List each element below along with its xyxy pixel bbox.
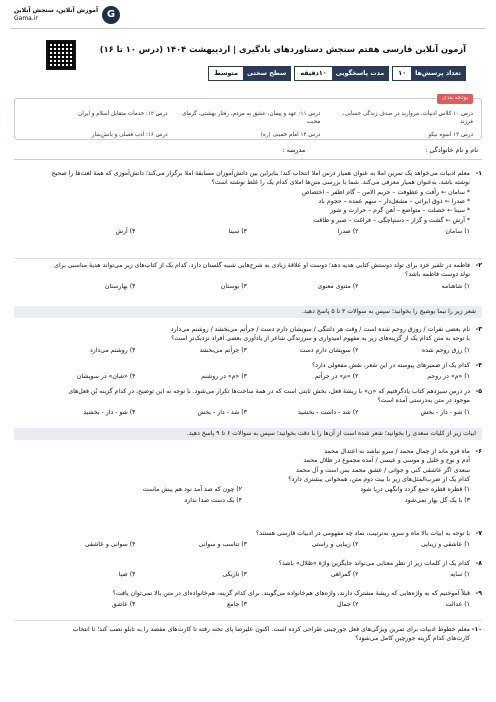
options: [14, 571, 470, 579]
option[interactable]: ۳) جرأتم می‌بخشد: [199, 346, 247, 354]
brand-logo[interactable]: [14, 6, 120, 24]
option[interactable]: ۲) «م» در جرأتم: [314, 373, 359, 381]
options: [14, 283, 470, 291]
question-text: * آرش ← گشت و گزار – دستپاچگی – فراغت – صبر و طاقت: [313, 216, 470, 224]
option[interactable]: ۱) قطره قطره جمع گردد وانگهی دریا شود: [360, 486, 470, 494]
question-text: نام بعضی نفرات / روزق روحم شده است / وقت هر دلتنگی / سویشان دارم دست / جرأتم می‌بخشد / روشنم می‌دارد: [170, 326, 470, 333]
scope-item: درس ۱۳ اسوه نیکو: [428, 132, 473, 139]
options: [14, 228, 470, 236]
question-text: * سینا ← خصلت – متواضع – آهن گرم – حرارت و شور: [330, 207, 470, 215]
question-text: * سامان ← رأفت و عطوفت – حریم الامن – گام اظفر – اختصاص: [301, 188, 470, 196]
question-10: [14, 626, 482, 645]
brand-text: [14, 7, 98, 23]
option[interactable]: ۱) «م» در روحم: [427, 373, 470, 381]
option[interactable]: ۴) «شان» در سویشان: [76, 373, 136, 381]
question-number: ۵-: [475, 388, 482, 395]
exam-title: آزمون آنلاین فارسی هفتم سنجش دستاوردهای یادگیری | اردیبهشت ۱۴۰۴ (درس ۱۰ تا ۱۶): [99, 44, 466, 54]
poem-line: ماه فرو ماند از جمال محمد / سرو نباشد به اعتدال محمد: [324, 448, 470, 455]
instruction-band: شعر زیر را نیما بوشیج را بخوانید؛ سپس به سوالات ۳ تا ۵ پاسخ دهید.: [14, 306, 482, 318]
option[interactable]: ۲) گمراهی: [330, 571, 359, 579]
question-text: معلم ادبیات می‌خواهد یک تمرین املا به عنوان همیار درس املا انتخاب کند؛ بنابراین بین دانش‌آموزان مسابقهٔ املا برگزار می‌کند؛ دانش‌آموزی که همهٔ لغت‌ها را صحیح: [51, 170, 470, 177]
question-8: [14, 560, 482, 580]
scope-item: درس ۱۲: خدمات متقابل اسلام و ایران: [78, 111, 168, 117]
question-3: [14, 326, 482, 355]
divider: [14, 258, 482, 259]
options: [14, 347, 470, 355]
question-number: ۷-: [475, 530, 482, 537]
option[interactable]: ۴) روشنم می‌دارد: [89, 346, 136, 354]
question-text: تولد دوست فاطمه باشد؟: [405, 271, 470, 279]
option[interactable]: ۲) زیبایی و راستی: [311, 541, 359, 549]
brand-domain: Gama.ir: [14, 15, 38, 22]
option[interactable]: ۲) چون که صد آمد نود هم پیش ماست: [142, 486, 242, 494]
scope-item: درس ۱۰ کلاس ادبیات، مروارید در صدف زندگی حسابی، فرزند: [342, 111, 473, 125]
question-number: ۹-: [475, 590, 482, 597]
option[interactable]: ۴) آرش: [115, 228, 136, 236]
question-number: ۸-: [475, 560, 482, 567]
question-5: [14, 388, 482, 417]
scope-box: [14, 95, 482, 140]
option[interactable]: ۳) «م» در روشنم: [201, 373, 247, 381]
poem-line: سعدی اگر عاشقی کنی و جوانی / عشق محمد بس است و آل محمد: [295, 466, 470, 474]
question-number: ۱۰-: [471, 626, 482, 633]
option[interactable]: ۴) ضیا: [118, 571, 136, 579]
option[interactable]: ۳) جامع: [226, 601, 247, 609]
option[interactable]: ۱) عاشقی و زیبایی: [420, 541, 470, 549]
brand-mark-icon: G: [102, 6, 120, 24]
option[interactable]: ۴) عاشق: [111, 601, 136, 609]
option[interactable]: ۴) یک دست صدا ندارد: [184, 496, 242, 504]
option[interactable]: ۳) تاریکی: [222, 571, 247, 579]
question-number: ۱-: [475, 170, 482, 177]
option[interactable]: ۱) شو - دار - بخش: [420, 408, 470, 416]
option[interactable]: ۳) تناسب و سوانی: [198, 541, 247, 549]
option[interactable]: ۲) سویشان دارم دست: [299, 346, 359, 354]
option[interactable]: ۱) رزق روحم شده: [421, 346, 470, 354]
question-text: فاطمه در تلفیر خزد برای تولد دوستش کتابی هدیه دهد؛ دوست او علاقهٔ زیادی به شرح‌هایی شبیه گلستان دارد. کدام یک از کتاب‌های زیر می‌تواند هدیهٔ مناسبی برای: [54, 262, 470, 269]
option[interactable]: ۲) شد - داشت - بخشید: [297, 408, 359, 416]
option[interactable]: ۴) شو - دار - بخشید: [83, 408, 136, 416]
meta-duration: مدت پاسخگویی ۱۰دقیقه: [294, 66, 389, 81]
qr-code-icon: [46, 40, 76, 70]
question-6: [14, 448, 482, 505]
question-text: کدام یک از ضرب‌المثل‌های زیر با بیت دوم متن، همخوانی بیشتری دارد؟: [288, 476, 470, 484]
question-text: با توجه به ابیات بالا ماه و سرو، به‌ترتیب، نماد چه مفهومی در ادبیات فارسی هستند؟: [255, 530, 470, 537]
option[interactable]: ۱) سایه: [450, 571, 470, 579]
option[interactable]: ۳) با یک گل بهار نمی‌شود: [404, 496, 470, 504]
question-number: ۴-: [475, 362, 482, 369]
options: [14, 541, 470, 549]
header-divider: [10, 28, 486, 29]
brand-tagline: آموزش آنلاین، سنجش آنلاین: [14, 7, 99, 15]
option[interactable]: ۴) بهارستان: [104, 282, 136, 290]
option[interactable]: ۱) سامان: [445, 228, 470, 236]
question-text: در درس سیزدهم کتاب یادگرفتیم که «ن» با ریشهٔ فعل، بخش ثابتی است که در همهٔ ساخت‌ها تکرار می‌شود. با توجه به این توضیح، در کدام گزینه بُن فعل‌های: [68, 388, 470, 395]
options: [14, 601, 470, 609]
scope-item: درس ۱۱: عهد و پیمان، عشق به مردم، رفتار بهشتی، گرمای محبت: [182, 111, 321, 125]
option[interactable]: ۲) مثنوی معنوی: [317, 282, 359, 290]
instruction-band: ابیات زیر از کلیات سعدی را بخوانید؛ شعر شده است از آن‌ها را با دقت بخوانید؛ سپس به سوالات ۶ تا ۹ پاسخ دهید.: [14, 428, 482, 440]
question-9: [14, 590, 482, 610]
option[interactable]: ۲) صدرا: [337, 228, 359, 236]
question-text: نوشته باشد، به‌عنوان همیار معرفی می‌کند. شما با بررسی متن‌ها املای کدام یک را غلط نوشته است؟: [211, 179, 470, 187]
question-text: کارت‌های کدام گزینه جورچین کامل می‌شود؟: [355, 635, 470, 643]
question-4: [14, 362, 482, 382]
scope-tag: بودجه بندی: [437, 94, 473, 104]
divider: [14, 620, 482, 621]
options: [14, 409, 470, 417]
option[interactable]: ۱) عدالت: [445, 601, 470, 609]
student-info: [14, 146, 482, 160]
question-text: با توجه به متن کدام یک از گزینه‌های زیر به مفهوم امیدواری و سرزندگی شاعر از یادآوری بعضی افراد نزدیک‌تر است؟: [171, 335, 470, 343]
options: [14, 486, 470, 505]
question-7: [14, 530, 482, 550]
poem-line: آدم و نوح و خلیل و موسی و عیسی / آمده مجموع در ظلال محمد: [303, 457, 470, 465]
question-number: ۳-: [475, 326, 482, 333]
question-text: معلم خطوط ادبیات برای تمرین ویژگی‌های فعل جورچینی طراحی کرده است. اکنون علیرضا پای تخته رفته تا کارت‌های مقصد را به تابلو نصب کند؛ تا انتخاب: [72, 626, 470, 633]
page-header: [0, 0, 496, 84]
scope-item: درس ۱۶: ادب فصلی و بانش‌ساز: [91, 132, 168, 139]
scope-item: درس ۱۴ امام خمینی (ره): [260, 132, 321, 139]
question-number: ۲-: [475, 262, 482, 269]
options: [14, 373, 470, 381]
option[interactable]: ۳) شد - دار - بخش: [197, 408, 247, 416]
student-name-field[interactable]: نام و نام خانوادگی :: [425, 146, 478, 154]
question-text: قبلاً آموختیم که به واژه‌هایی که ریشهٔ مشترک دارند، واژه‌های هم‌خانواده می‌گویند. برای کدام گزینه، هم‌خانواده‌ای در متن بالا نمی‌توان یافت؟: [112, 590, 470, 597]
question-text: موجود در متن به‌درستی آمده است؟: [377, 397, 470, 405]
school-field[interactable]: مدرسه :: [282, 146, 306, 154]
question-text: کدام یک از ضمیرهای پیوسته در این شعر، نقش مفعولی دارد؟: [311, 362, 470, 369]
meta-question-count: تعداد پرسش‌ها ۱۰: [392, 66, 466, 81]
option[interactable]: ۱) شاهنامه: [441, 282, 470, 290]
question-2: [14, 262, 482, 291]
question-number: ۶-: [475, 448, 482, 455]
option[interactable]: ۳) بوستان: [220, 282, 247, 290]
question-1: [14, 170, 482, 237]
question-text: کدام یک از کلمات زیر از نظر معنایی می‌تواند جایگزین واژهٔ «ظلال» باشد؟: [278, 560, 470, 567]
option[interactable]: ۲) جمال: [337, 601, 359, 609]
exam-meta: [208, 66, 466, 81]
question-text: * صدرا ← ذوق ابراتی – مشغل‌دار – سهم عمده – حجوم باد: [318, 198, 470, 206]
option[interactable]: ۴) سوانی و عاشقی: [84, 541, 136, 549]
scope-list: [23, 111, 473, 140]
option[interactable]: ۳) سینا: [228, 228, 247, 236]
meta-difficulty: سطح سختی متوسط: [208, 66, 291, 81]
